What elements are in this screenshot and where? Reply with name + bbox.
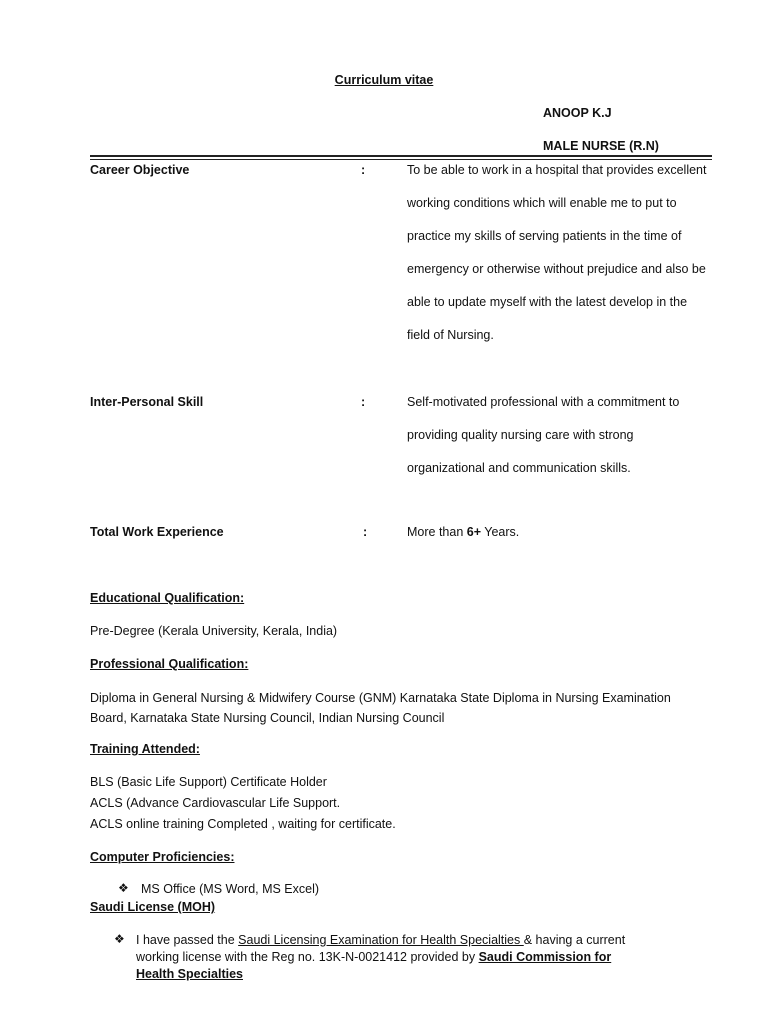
experience-colon: : <box>363 525 368 539</box>
inter-personal-colon: : <box>361 395 366 409</box>
license-commission-name: Saudi Commission for Health Specialties <box>136 950 612 981</box>
career-objective-label: Career Objective <box>90 163 190 177</box>
experience-text-before: More than <box>407 525 467 539</box>
experience-label: Total Work Experience <box>90 525 224 539</box>
education-heading: Educational Qualification: <box>90 591 245 605</box>
computer-heading: Computer Proficiencies: <box>90 850 235 864</box>
training-item: ACLS (Advance Cardiovascular Life Support. <box>90 796 341 810</box>
training-item: BLS (Basic Life Support) Certificate Holder <box>90 775 327 789</box>
career-objective-colon: : <box>361 163 366 177</box>
license-exam-name: Saudi Licensing Examination for Health Specialties <box>238 933 524 947</box>
license-text-3: & having a current working license with the Reg no. 13K-N-0021412 provided by <box>136 933 626 964</box>
career-objective-text: To be able to work in a hospital that provides excellent working conditions which will enable me to put to practice my skills of serving patients in the time of emergency or otherwise without prejudice and also be able to update myself with the latest develop in the field of Nursing. <box>407 163 707 342</box>
diamond-bullet-icon: ❖ <box>118 881 129 895</box>
inter-personal-label: Inter-Personal Skill <box>90 395 204 409</box>
candidate-role: MALE NURSE (R.N) <box>543 139 659 153</box>
inter-personal-text: Self-motivated professional with a commitment to providing quality nursing care with strong organizational and communication skills. <box>407 395 680 475</box>
diamond-bullet-icon: ❖ <box>114 932 125 946</box>
license-heading: Saudi License (MOH) <box>90 900 216 914</box>
education-text: Pre-Degree (Kerala University, Kerala, India) <box>90 624 338 638</box>
training-heading: Training Attended: <box>90 742 200 756</box>
candidate-name: ANOOP K.J <box>543 106 612 120</box>
training-item: ACLS online training Completed , waiting for certificate. <box>90 817 396 831</box>
experience-text-after: Years. <box>481 525 520 539</box>
license-text-1: I have passed the <box>136 933 239 947</box>
professional-heading: Professional Qualification: <box>90 657 249 671</box>
experience-text <box>407 524 519 540</box>
computer-item: MS Office (MS Word, MS Excel) <box>141 882 320 896</box>
license-text <box>136 932 636 983</box>
document-title: Curriculum vitae <box>334 73 434 87</box>
professional-text: Diploma in General Nursing & Midwifery Course (GNM) Karnataka State Diploma in Nursing Examination Board, Karnataka State Nursing Council, Indian Nursing Council <box>90 691 671 725</box>
experience-years: 6+ <box>466 525 482 539</box>
